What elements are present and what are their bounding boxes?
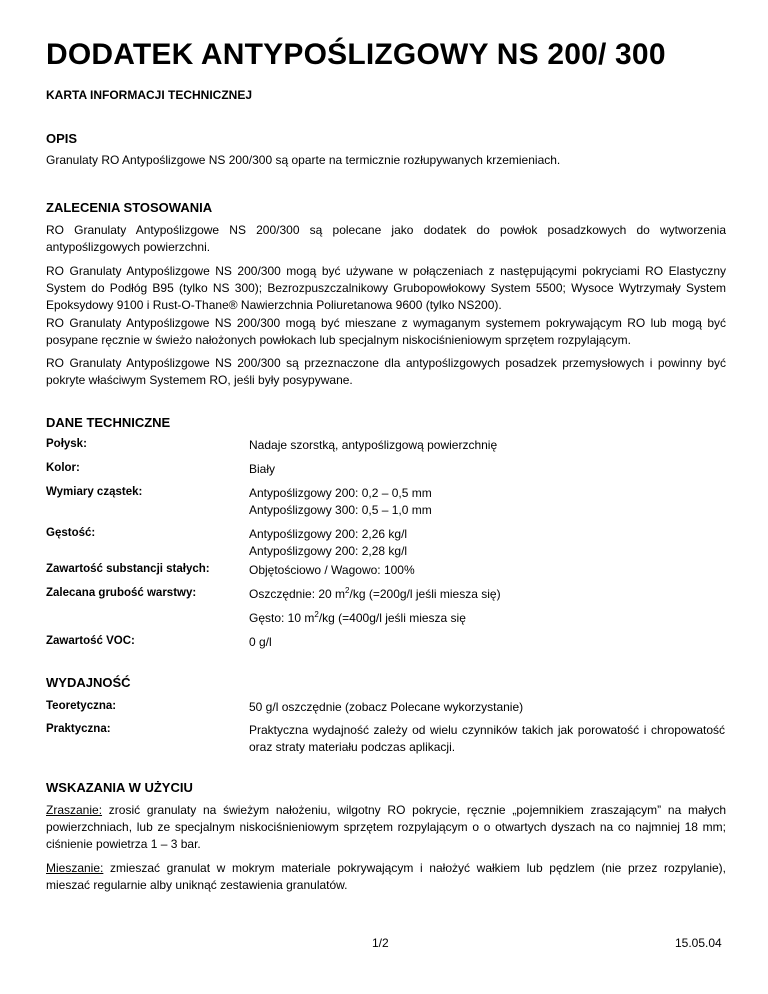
section-heading-opis: OPIS bbox=[46, 131, 78, 146]
zalecenia-paragraph-1: RO Granulaty Antypoślizgowe NS 200/300 są polecane jako dodatek do powłok posadzkowych do wytworzenia antypoślizgowych powierzchni. bbox=[46, 223, 726, 254]
document-title: DODATEK ANTYPOŚLIZGOWY NS 200/ 300 bbox=[46, 38, 666, 71]
grubosc-line-1: Oszczędnie: 20 $m^2/kg$ (=200g/l jeśli miesza się) bbox=[249, 586, 501, 601]
zraszanie-label: Zraszanie: bbox=[46, 803, 103, 817]
polysk-label: Połysk: bbox=[46, 438, 87, 450]
document-subtitle: KARTA INFORMACJI TECHNICZNEJ bbox=[46, 88, 252, 102]
teoretyczna-label: Teoretyczna: bbox=[46, 700, 117, 712]
polysk-value: Nadaje szorstką, antypoślizgową powierzchnię bbox=[249, 438, 498, 452]
voc-value: 0 g/l bbox=[249, 635, 272, 649]
voc-label: Zawartość VOC: bbox=[46, 635, 135, 647]
gestosc-line-2: Antypoślizgowy 200: 2,28 kg/l bbox=[249, 544, 408, 558]
teoretyczna-value: 50 g/l oszczędnie (zobacz Polecane wykorzystanie) bbox=[249, 700, 524, 714]
zalecenia-paragraph-4: RO Granulaty Antypoślizgowe NS 200/300 są przeznaczone dla antypoślizgowych posadzek przemysłowych i powinny być pokryte właściwym Systemem RO, jeśli były posypywane. bbox=[46, 356, 726, 387]
wymiary-value bbox=[249, 485, 725, 519]
zraszanie-paragraph bbox=[46, 802, 726, 853]
grubosc-line-2: Gęsto: 10 $m^2/kg$ (=400g/l jeśli miesza się bbox=[249, 610, 466, 625]
gestosc-value bbox=[249, 526, 725, 560]
zalecenia-paragraph-3: RO Granulaty Antypoślizgowe NS 200/300 mogą być mieszane z wymaganym systemem pokrywającym RO lub mogą być posypane ręcznie w świeżo nałożonych powłokach lub specjalnym niskociśnieniowym sprzętem rozpylającym. bbox=[46, 316, 726, 347]
zraszanie-text: zrosić granulaty na świeżym nałożeniu, wilgotny RO pokrycie, ręcznie „pojemnikiem zraszającym” na małych powierzchniach, lub ze specjalnym niskociśnieniowym sprzętem rozpylającym o o otwartych dyszach na co najmniej 18 mm; ciśnienie powietrza 1 – 3 bar. bbox=[46, 803, 726, 851]
zawartosc-value: Objętościowo / Wagowo: 100% bbox=[249, 563, 415, 577]
mieszanie-text: zmieszać granulat w mokrym materiale pokrywającym i nałożyć wałkiem lub pędzlem (nie przez rozpylanie), mieszać regularnie alby uniknąć zestawienia granulatów. bbox=[46, 861, 726, 892]
opis-paragraph: Granulaty RO Antypoślizgowe NS 200/300 są oparte na termicznie rozłupywanych krzemieniach. bbox=[46, 153, 561, 167]
page-number: 1/2 bbox=[372, 936, 389, 950]
gestosc-label: Gęstość: bbox=[46, 527, 96, 539]
zawartosc-label: Zawartość substancji stałych: bbox=[46, 563, 210, 575]
section-heading-wydajnosc: WYDAJNOŚĆ bbox=[46, 675, 131, 690]
zalecenia-paragraph-2: RO Granulaty Antypoślizgowe NS 200/300 mogą być używane w połączeniach z następującymi pokryciami RO Elastyczny System do Podłóg B95 (tylko NS 300); Bezrozpuszczalnikowy Grubopowłokowy System 5500; Wysoce Wytrzymały System Epoksydowy 9100 i Rust-O-Thane® Nawierzchnia Poliuretanowa 9600 (tylko NS200). bbox=[46, 264, 726, 312]
wymiary-line-2: Antypoślizgowy 300: 0,5 – 1,0 mm bbox=[249, 503, 432, 517]
grubosc-label: Zalecana grubość warstwy: bbox=[46, 587, 197, 599]
praktyczna-label: Praktyczna: bbox=[46, 723, 111, 735]
section-heading-wskazania: WSKAZANIA W UŻYCIU bbox=[46, 780, 193, 795]
kolor-label: Kolor: bbox=[46, 462, 80, 474]
wymiary-line-1: Antypoślizgowy 200: 0,2 – 0,5 mm bbox=[249, 486, 432, 500]
mieszanie-label: Mieszanie: bbox=[46, 861, 104, 875]
wymiary-label: Wymiary cząstek: bbox=[46, 486, 143, 498]
praktyczna-value: Praktyczna wydajność zależy od wielu czynników takich jak porowatość i chropowatość oraz straty materiału podczas aplikacji. bbox=[249, 723, 725, 754]
section-heading-dane: DANE TECHNICZNE bbox=[46, 415, 171, 430]
gestosc-line-1: Antypoślizgowy 200: 2,26 kg/l bbox=[249, 527, 408, 541]
section-heading-zalecenia: ZALECENIA STOSOWANIA bbox=[46, 200, 213, 215]
kolor-value: Biały bbox=[249, 462, 276, 476]
mieszanie-paragraph bbox=[46, 860, 726, 894]
document-date: 15.05.04 bbox=[675, 936, 722, 950]
